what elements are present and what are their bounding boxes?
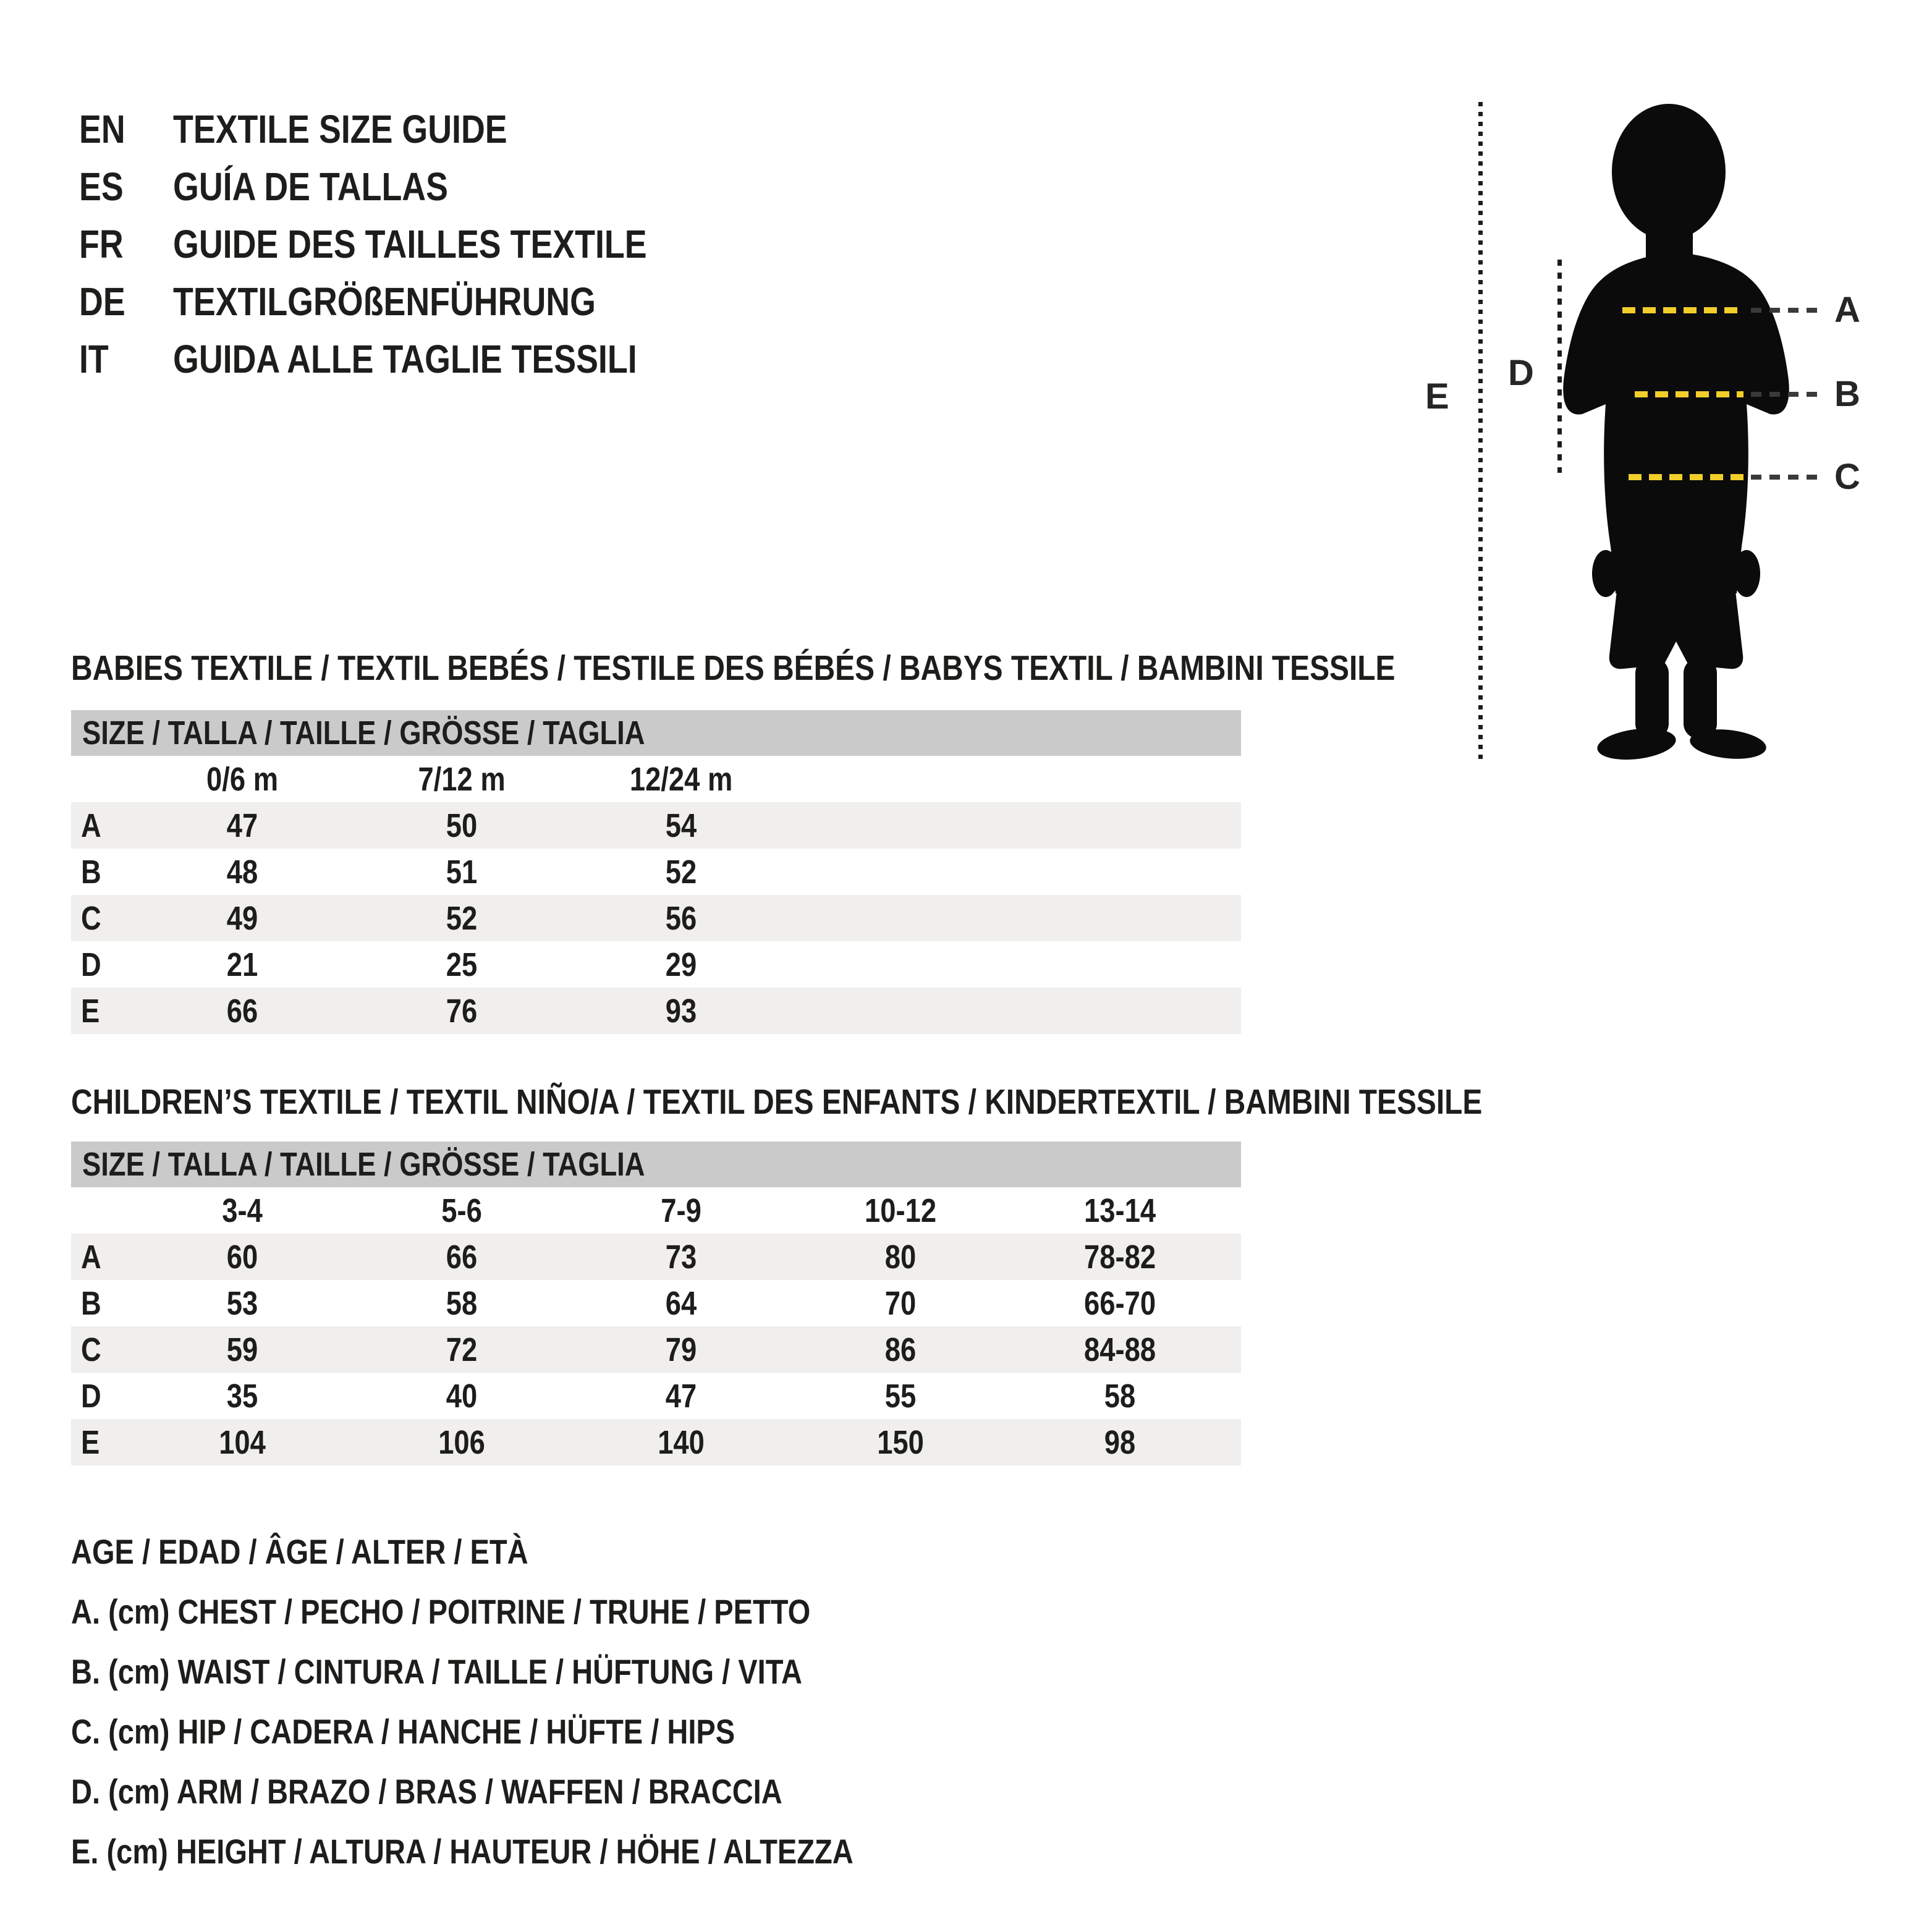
row-label: E	[81, 1423, 100, 1461]
cell-value: 84-88	[1084, 1331, 1156, 1368]
row-label: E	[81, 992, 100, 1030]
language-row-de	[79, 273, 737, 330]
children-col-4: 13-14	[1084, 1192, 1156, 1229]
cell-value: 50	[446, 807, 478, 844]
table-row	[71, 849, 1241, 895]
hip-leader-line-c	[1751, 475, 1823, 480]
table-row	[71, 1419, 1241, 1465]
babies-table-header-bar	[71, 710, 1241, 756]
cell-value: 64	[666, 1284, 697, 1322]
cell-value: 70	[885, 1284, 917, 1322]
silhouette-shorts	[1609, 591, 1743, 669]
cell-value: 35	[227, 1377, 258, 1415]
cell-value: 104	[219, 1423, 266, 1461]
measurement-legend	[71, 1522, 1002, 1881]
cell-value: 40	[446, 1377, 478, 1415]
row-label: C	[81, 899, 101, 937]
legend-height: E. (cm) HEIGHT / ALTURA / HAUTEUR / HÖHE / ALTEZZA	[71, 1832, 854, 1871]
legend-waist: B. (cm) WAIST / CINTURA / TAILLE / HÜFTUNG / VITA	[71, 1652, 802, 1691]
cell-value: 59	[227, 1331, 258, 1368]
row-label: B	[81, 853, 101, 891]
cell-value: 53	[227, 1284, 258, 1322]
row-label: C	[81, 1331, 101, 1368]
children-col-0: 3-4	[222, 1192, 263, 1229]
babies-col-1: 7/12 m	[418, 760, 506, 798]
cell-value: 60	[227, 1238, 258, 1276]
cell-value: 54	[666, 807, 697, 844]
hip-measure-line-c	[1629, 474, 1746, 480]
figure-label-b: B	[1834, 374, 1860, 414]
cell-value: 98	[1104, 1423, 1136, 1461]
table-row	[71, 941, 1241, 988]
cell-value: 49	[227, 899, 258, 937]
guide-title-de: TEXTILGRÖßENFÜHRUNG	[173, 279, 596, 324]
figure-label-e: E	[1425, 376, 1449, 417]
cell-value: 48	[227, 853, 258, 891]
figure-label-d: D	[1508, 353, 1534, 393]
babies-col-0: 0/6 m	[206, 760, 279, 798]
legend-hip: C. (cm) HIP / CADERA / HANCHE / HÜFTE / HIPS	[71, 1712, 735, 1751]
silhouette-torso	[1563, 252, 1789, 593]
cell-value: 140	[658, 1423, 705, 1461]
cell-value: 66	[227, 992, 258, 1030]
children-size-table	[71, 1142, 1241, 1465]
guide-title-es: GUÍA DE TALLAS	[173, 164, 448, 209]
row-label: B	[81, 1284, 101, 1322]
cell-value: 66	[446, 1238, 478, 1276]
language-row-es	[79, 158, 737, 215]
cell-value: 79	[666, 1331, 697, 1368]
children-col-1: 5-6	[441, 1192, 483, 1229]
babies-col-2: 12/24 m	[630, 760, 733, 798]
cell-value: 58	[1104, 1377, 1136, 1415]
cell-value: 80	[885, 1238, 917, 1276]
cell-value: 76	[446, 992, 478, 1030]
cell-value: 150	[877, 1423, 925, 1461]
babies-size-table	[71, 710, 1241, 1034]
cell-value: 73	[666, 1238, 697, 1276]
figure-label-a: A	[1834, 290, 1860, 330]
row-label: D	[81, 946, 101, 983]
babies-section-title: BABIES TEXTILE / TEXTIL BEBÉS / TESTILE DES BÉBÉS / BABYS TEXTIL / BAMBINI TESSILE	[71, 648, 1396, 688]
cell-value: 47	[666, 1377, 697, 1415]
silhouette-leg-right	[1684, 658, 1717, 739]
row-label: A	[81, 807, 101, 844]
babies-table-header: SIZE / TALLA / TAILLE / GRÖSSE / TAGLIA	[82, 714, 645, 752]
table-row	[71, 802, 1241, 849]
cell-value: 52	[446, 899, 478, 937]
waist-leader-line-b	[1751, 392, 1823, 397]
table-row	[71, 1280, 1241, 1326]
language-title-block	[79, 100, 737, 388]
silhouette-hand-left	[1592, 550, 1619, 597]
cell-value: 78-82	[1084, 1238, 1156, 1276]
cell-value: 72	[446, 1331, 478, 1368]
cell-value: 21	[227, 946, 258, 983]
silhouette-hand-right	[1733, 550, 1760, 597]
guide-title-fr: GUIDE DES TAILLES TEXTILE	[173, 221, 647, 266]
table-row	[71, 1373, 1241, 1419]
cell-value: 106	[438, 1423, 486, 1461]
legend-age: AGE / EDAD / ÂGE / ALTER / ETÀ	[71, 1532, 528, 1571]
chest-measure-line-a	[1622, 307, 1743, 313]
language-row-fr	[79, 215, 737, 273]
children-table-header: SIZE / TALLA / TAILLE / GRÖSSE / TAGLIA	[82, 1146, 645, 1183]
babies-column-header-row	[71, 756, 1241, 802]
language-code: EN	[79, 106, 125, 151]
figure-label-c: C	[1834, 457, 1860, 497]
cell-value: 58	[446, 1284, 478, 1322]
table-row	[71, 1326, 1241, 1373]
language-code: ES	[79, 164, 124, 209]
legend-arm: D. (cm) ARM / BRAZO / BRAS / WAFFEN / BRACCIA	[71, 1772, 782, 1811]
cell-value: 66-70	[1084, 1284, 1156, 1322]
cell-value: 56	[666, 899, 697, 937]
row-label: A	[81, 1238, 101, 1276]
table-row	[71, 1234, 1241, 1280]
cell-value: 93	[666, 992, 697, 1030]
waist-measure-line-b	[1635, 391, 1743, 397]
cell-value: 86	[885, 1331, 917, 1368]
children-table-header-bar	[71, 1142, 1241, 1187]
row-label: D	[81, 1377, 101, 1415]
children-col-2: 7-9	[661, 1192, 702, 1229]
table-row	[71, 895, 1241, 941]
chest-leader-line-a	[1751, 308, 1823, 313]
language-code: DE	[79, 279, 125, 324]
language-row-en	[79, 100, 737, 158]
guide-title-en: TEXTILE SIZE GUIDE	[173, 106, 507, 151]
cell-value: 25	[446, 946, 478, 983]
children-column-header-row	[71, 1187, 1241, 1234]
guide-title-it: GUIDA ALLE TAGLIE TESSILI	[173, 336, 637, 381]
cell-value: 47	[227, 807, 258, 844]
table-row	[71, 988, 1241, 1034]
children-section-title: CHILDREN’S TEXTILE / TEXTIL NIÑO/A / TEXTIL DES ENFANTS / KINDERTEXTIL / BAMBINI TESSILE	[71, 1082, 1483, 1122]
cell-value: 29	[666, 946, 697, 983]
language-code: IT	[79, 336, 109, 381]
cell-value: 52	[666, 853, 697, 891]
child-silhouette	[1545, 99, 1823, 766]
language-code: FR	[79, 221, 124, 266]
silhouette-leg-left	[1635, 658, 1669, 739]
cell-value: 51	[446, 853, 478, 891]
legend-chest: A. (cm) CHEST / PECHO / POITRINE / TRUHE / PETTO	[71, 1592, 811, 1631]
children-col-3: 10-12	[865, 1192, 937, 1229]
cell-value: 55	[885, 1377, 917, 1415]
language-row-it	[79, 330, 737, 388]
